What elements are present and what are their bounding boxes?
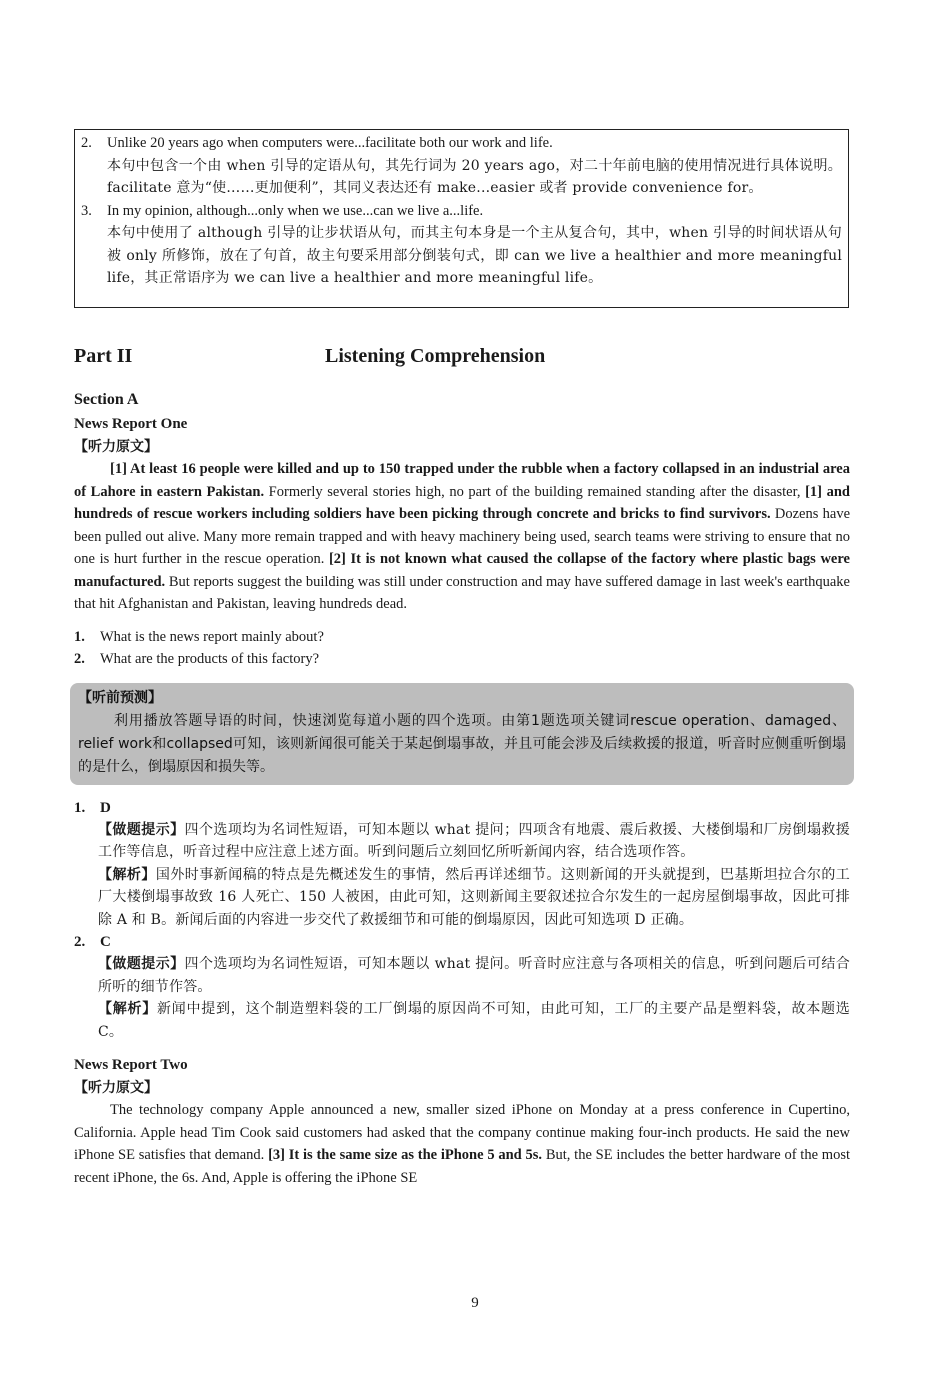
note-number: 3. [81,202,92,219]
news-report-one-title: News Report One [74,416,188,432]
hint-label: 【做题提示】 [98,821,185,838]
key-sentence: It is the same size as the iPhone 5 and 5s. [285,1147,543,1163]
analysis-label: 【解析】 [98,866,156,883]
answer-analysis [74,998,850,1043]
plain-text: But reports suggest the building was still under construction and may have suffered damage in last week's earthquake that hit Afghanistan and Pakistan, leaving hundreds dead. [74,573,850,612]
answer-analysis [74,864,850,932]
analysis-text: 国外时事新闻稿的特点是先概述发生的事情，然后再详述细节。这则新闻的开头就提到，巴基斯坦拉合尔的工厂大楼倒塌事故致 16 人死亡、150 人被困，由此可知，这则新闻主要叙述拉合尔发生的一起房屋倒塌事故，因此可排除 A 和 B。新闻后面的内容进一步交代了救援细节和可能的倒塌原因，因此可知选项 D 正确。 [98,866,850,928]
key-sentence: It is not known what caused the collapse of the factory where plastic bags were manufactured. [74,551,850,590]
hint-text: 四个选项均为名词性短语，可知本题以 what 提问。听音时应注意与各项相关的信息，听到问题后可结合所听的细节作答。 [98,956,851,995]
plain-text: Formerly several stories high, no part of the building remained standing after the disaster, [264,483,806,500]
note-item-3 [81,200,842,290]
note-number: 2. [81,135,92,151]
main-content [74,388,850,1189]
answer-block [74,797,850,1044]
plain-text: But, the SE includes the better hardware of the most recent iPhone, the 6s. And, Apple is offering the iPhone SE [74,1147,851,1186]
question-number: 2. [74,651,85,667]
prediction-text: 利用播放答题导语的时间，快速浏览每道小题的四个选项。由第1题选项关键词rescue operation、damaged、relief work和collapsed可知，该则新闻很可能关于某起倒塌事故，并且可能会涉及后续救援的报道，听音时应侧重听倒塌的是什么，倒塌原因和损失等。 [78,712,846,775]
plain-text: Dozens have been pulled out alive. Many more remain trapped and with heavy machinery being used, search teams were striving to ensure that no one is hurt further in the rescue operation. [74,506,851,567]
answer-heading [74,797,850,819]
note-explanation: 本句中使用了 although 引导的让步状语从句，而其主句本身是一个主从复合句，其中，when 引导的时间状语从句被 only 所修饰，放在了句首，故主句要采用部分倒装句式，即 can we live a healthier and more meaningful life，其正常语序为 we can live a healthier and more meaningful life。 [107,225,842,286]
note-sentence: In my opinion, although...only when we use...can we live a...life. [107,202,484,219]
answer-letter: D [100,799,111,816]
prediction-tag: 【听前预测】 [78,689,162,706]
notes-box [74,129,849,308]
question-number: 1. [74,628,85,645]
analysis-label: 【解析】 [98,1001,158,1017]
question-list [74,626,850,671]
transcript-paragraph [74,1099,850,1189]
answer-hint [74,953,850,998]
answer-marker: [2] [328,551,346,567]
transcript-tag: 【听力原文】 [74,439,158,455]
answer-marker: [1] [110,461,127,477]
key-sentence: At least 16 people were killed and up to 150 trapped under the rubble when a factory collapsed in an industrial area of Lahore in eastern Pakistan. [74,461,850,500]
question-text: What are the products of this factory? [100,651,320,667]
section-heading: Section A [74,391,139,408]
analysis-text: 新闻中提到，这个制造塑料袋的工厂倒塌的原因尚不可知，由此可知，工厂的主要产品是塑料袋，故本题选 C。 [98,1001,850,1040]
part-label: Part II [74,345,133,367]
answer-heading [74,931,850,953]
key-sentence: and hundreds of rescue workers including soldiers have been picking through concrete and bricks to find survivors. [74,483,850,522]
answer-number: 1. [74,799,86,816]
note-item-2 [81,132,842,200]
hint-text: 四个选项均为名词性短语，可知本题以 what 提问；四项含有地震、震后救援、大楼倒塌和厂房倒塌救援工作等信息，听音过程中应注意上述方面。听到问题后立刻回忆所听新闻内容，结合选项作答。 [98,821,851,860]
answer-letter: C [100,934,111,950]
note-sentence: Unlike 20 years ago when computers were...facilitate both our work and life. [107,135,553,151]
question-text: What is the news report mainly about? [100,628,324,645]
page-number: 9 [471,1295,479,1311]
news-report-two-title: News Report Two [74,1057,188,1073]
answer-marker: [1] [805,483,823,500]
answer-marker: [3] [268,1147,285,1163]
question-item [74,648,850,671]
part-title: Listening Comprehension [325,345,546,367]
answer-number: 2. [74,934,86,950]
part-header [74,345,854,373]
answer-hint [74,819,850,864]
note-explanation: 本句中包含一个由 when 引导的定语从句，其先行词为 20 years ago，对二十年前电脑的使用情况进行具体说明。facilitate 意为“使……更加便利”，其同义表达还有 make...easier 或者 provide convenience for。 [107,157,842,196]
prediction-box [70,683,854,785]
transcript-paragraph [74,458,850,616]
question-item [74,626,850,649]
plain-text: The technology company Apple announced a new, smaller sized iPhone on Monday at a press conference in Cupertino, California. Apple head Tim Cook said customers had asked that the company continue making four-inch products. He said the new iPhone SE satisfies that demand. [74,1102,850,1163]
hint-label: 【做题提示】 [98,956,185,972]
transcript-tag: 【听力原文】 [74,1080,158,1096]
